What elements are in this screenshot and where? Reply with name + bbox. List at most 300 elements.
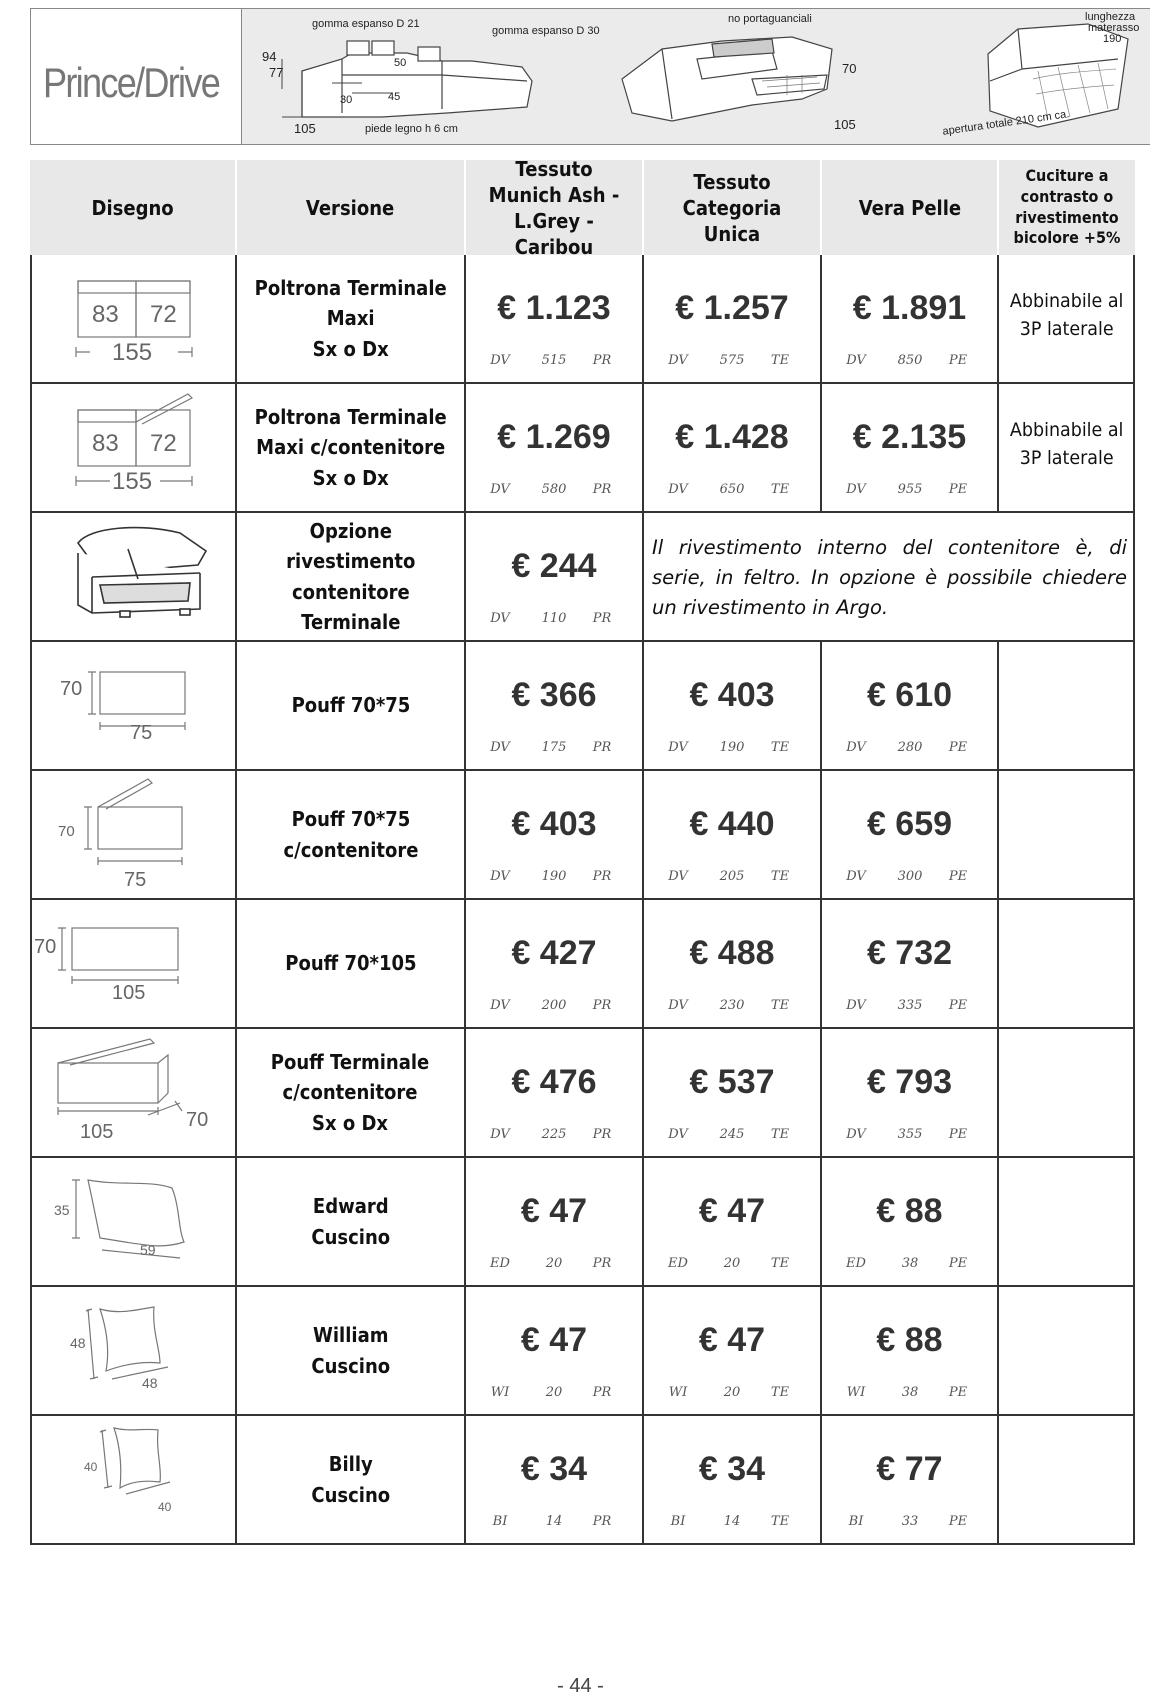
code-model: DV: [846, 740, 866, 755]
column-divider: [997, 1029, 999, 1158]
column-divider: [997, 1158, 999, 1287]
brand-box: [31, 9, 242, 144]
price-codes: [466, 740, 642, 758]
drawing-cell: [30, 1416, 235, 1543]
code-category: PR: [592, 353, 612, 368]
version-label: Pouff 70*75 c/contenitore: [283, 807, 418, 862]
price-cell-leather: [822, 900, 997, 1027]
price-value: € 47: [698, 1192, 766, 1230]
version-cell: [237, 255, 464, 382]
dimension-label: 70: [60, 678, 83, 700]
column-divider: [820, 1287, 822, 1416]
version-label: Billy Cuscino: [311, 1452, 390, 1507]
label-mattress-length-2: materasso: [1088, 22, 1140, 34]
column-divider: [1133, 642, 1135, 771]
table-row: [30, 1158, 1135, 1287]
code-model: DV: [668, 998, 688, 1013]
column-divider: [997, 1287, 999, 1416]
price-codes: [822, 740, 997, 758]
price-codes: [822, 869, 997, 887]
column-divider: [1133, 1158, 1135, 1287]
product-drawing: [30, 1029, 235, 1156]
code-number: 33: [901, 1514, 919, 1529]
dimension-label: 105: [80, 1121, 114, 1143]
column-divider: [642, 255, 644, 384]
version-cell: [237, 642, 464, 769]
price-cell-unica: [644, 1416, 820, 1543]
price-value: € 427: [511, 934, 597, 972]
price-value: € 1.428: [675, 418, 789, 456]
code-category: PR: [592, 1127, 612, 1142]
code-number: 245: [719, 1127, 745, 1142]
column-divider: [997, 1416, 999, 1545]
column-divider: [642, 642, 644, 771]
code-category: TE: [770, 1514, 790, 1529]
code-number: 200: [541, 998, 567, 1013]
column-divider: [820, 1158, 822, 1287]
product-drawing: [30, 771, 235, 898]
note-text: Abbinabile al 3P laterale: [1010, 419, 1124, 469]
dimension-label: 83: [92, 301, 119, 328]
column-divider: [1133, 1029, 1135, 1158]
price-cell-munich: [466, 771, 642, 898]
code-model: DV: [668, 869, 688, 884]
price-value: € 537: [689, 1063, 775, 1101]
column-divider: [464, 900, 466, 1029]
code-model: ED: [490, 1256, 510, 1271]
version-cell: [237, 1287, 464, 1414]
price-codes: [644, 1256, 820, 1274]
price-value: € 2.135: [852, 418, 967, 456]
label-foam-d30: gomma espanso D 30: [492, 25, 600, 37]
price-value: € 34: [520, 1450, 588, 1488]
column-divider: [642, 1287, 644, 1416]
table-row: [30, 513, 1135, 642]
dimension-label: 105: [112, 982, 146, 1004]
dimension-label: 40: [84, 1460, 98, 1474]
lining-note-text: Il rivestimento interno del contenitore è, di serie, in feltro. In opzione è possibile chiedere un rivestimento in Argo.: [652, 536, 1127, 620]
code-model: DV: [490, 611, 510, 626]
code-model: DV: [490, 1127, 510, 1142]
dimension-label: 75: [124, 869, 147, 891]
header-banner: [30, 8, 1150, 145]
column-divider: [997, 384, 999, 513]
code-number: 300: [897, 869, 923, 884]
column-divider: [464, 642, 466, 771]
code-number: 355: [897, 1127, 923, 1142]
price-codes: [466, 869, 642, 887]
column-divider: [820, 1416, 822, 1545]
price-codes: [644, 740, 820, 758]
product-drawing: [30, 900, 235, 1027]
price-value: € 1.891: [852, 289, 967, 327]
code-number: 205: [719, 869, 745, 884]
code-number: 190: [719, 740, 745, 755]
code-category: PR: [592, 1256, 612, 1271]
column-divider: [642, 513, 644, 642]
label-feet: piede legno h 6 cm: [365, 123, 458, 135]
drawing-cell: [30, 900, 235, 1027]
note-text: Abbinabile al 3P laterale: [1010, 290, 1124, 340]
code-model: DV: [490, 740, 510, 755]
dimension-label: 155: [112, 339, 153, 366]
price-codes: [644, 998, 820, 1016]
column-divider: [464, 255, 466, 384]
column-divider: [820, 642, 822, 771]
code-model: DV: [668, 1127, 688, 1142]
version-cell: [237, 1029, 464, 1156]
column-divider: [1133, 513, 1135, 642]
code-model: DV: [846, 1127, 866, 1142]
sofa-corner-drawing: [602, 9, 862, 144]
drawing-cell: [30, 1287, 235, 1414]
code-number: 14: [545, 1514, 563, 1529]
code-category: PE: [948, 1127, 968, 1142]
column-divider: [30, 900, 32, 1029]
column-divider: [464, 1158, 466, 1287]
price-cell-leather: [822, 1158, 997, 1285]
label-dim-45: 45: [388, 91, 401, 103]
code-model: WI: [668, 1385, 688, 1400]
code-number: 20: [545, 1385, 563, 1400]
price-cell-unica: [644, 642, 820, 769]
column-divider: [235, 384, 237, 513]
code-number: 20: [723, 1256, 741, 1271]
column-divider: [464, 1287, 466, 1416]
price-cell-munich: [466, 900, 642, 1027]
table-row: [30, 1287, 1135, 1416]
code-category: PR: [592, 1385, 612, 1400]
column-divider: [235, 255, 237, 384]
code-model: DV: [490, 482, 510, 497]
version-label: Pouff 70*105: [284, 951, 417, 976]
code-category: PE: [948, 1256, 968, 1271]
column-divider: [235, 642, 237, 771]
price-value: € 476: [511, 1063, 597, 1101]
version-label: William Cuscino: [311, 1323, 390, 1378]
column-divider: [30, 1158, 32, 1287]
code-number: 335: [897, 998, 923, 1013]
code-category: PR: [592, 611, 612, 626]
price-cell-leather: [822, 255, 997, 382]
column-divider: [642, 1029, 644, 1158]
price-codes: [644, 869, 820, 887]
sofa-illustrations: [242, 9, 1150, 144]
code-category: PE: [948, 1514, 968, 1529]
code-category: PR: [592, 869, 612, 884]
dimension-label: 70: [186, 1109, 209, 1131]
column-divider: [997, 900, 999, 1029]
version-cell: [237, 900, 464, 1027]
column-divider: [1133, 384, 1135, 513]
column-divider: [642, 771, 644, 900]
code-model: ED: [846, 1256, 866, 1271]
code-model: DV: [846, 869, 866, 884]
price-cell-unica: [644, 1287, 820, 1414]
dimension-label: 75: [130, 722, 153, 744]
column-divider: [235, 513, 237, 642]
code-model: BI: [670, 1514, 686, 1529]
price-cell-unica: [644, 1158, 820, 1285]
code-category: PR: [592, 998, 612, 1013]
price-codes: [822, 353, 997, 371]
dimension-label: 48: [142, 1375, 158, 1391]
code-category: TE: [770, 1127, 790, 1142]
column-divider: [30, 1416, 32, 1545]
code-model: DV: [846, 353, 866, 368]
drawing-cell: [30, 642, 235, 769]
version-cell: [237, 771, 464, 898]
price-codes: [466, 998, 642, 1016]
column-divider: [30, 771, 32, 900]
price-codes: [822, 482, 997, 500]
label-opening: apertura totale 210 cm ca.: [941, 108, 1071, 138]
price-cell-munich: [466, 1287, 642, 1414]
product-drawing: [30, 1287, 235, 1414]
price-value: € 403: [511, 805, 597, 843]
code-model: BI: [492, 1514, 508, 1529]
code-number: 580: [541, 482, 567, 497]
price-value: € 47: [520, 1192, 588, 1230]
column-divider: [464, 771, 466, 900]
price-value: € 659: [866, 805, 953, 843]
code-number: 38: [901, 1256, 919, 1271]
price-value: € 47: [520, 1321, 588, 1359]
code-category: TE: [770, 998, 790, 1013]
column-divider: [820, 900, 822, 1029]
price-cell-munich: [466, 1158, 642, 1285]
code-category: TE: [770, 353, 790, 368]
price-codes: [466, 611, 642, 629]
header-drawing: Disegno: [30, 160, 235, 255]
price-value: € 34: [698, 1450, 766, 1488]
column-divider: [642, 1158, 644, 1287]
label-dim-94: 94: [262, 49, 277, 64]
price-codes: [644, 353, 820, 371]
dimension-label: 72: [150, 430, 177, 457]
code-category: PE: [948, 1385, 968, 1400]
price-codes: [466, 1256, 642, 1274]
drawing-cell: [30, 384, 235, 511]
column-divider: [1133, 771, 1135, 900]
product-drawing: [30, 384, 235, 511]
version-label: Poltrona Terminale Maxi c/contenitore Sx o Dx: [254, 404, 447, 490]
price-value: € 488: [689, 934, 775, 972]
price-value: € 610: [866, 676, 953, 714]
code-number: 20: [545, 1256, 563, 1271]
price-cell-leather: [822, 384, 997, 511]
header-version: Versione: [237, 160, 464, 255]
column-divider: [235, 1287, 237, 1416]
code-number: 20: [723, 1385, 741, 1400]
code-model: DV: [668, 353, 688, 368]
drawing-cell: [30, 513, 235, 640]
label-dim-105-mid: 105: [834, 117, 856, 132]
price-cell-leather: [822, 1287, 997, 1414]
column-divider: [30, 1287, 32, 1416]
dimension-label: 70: [58, 823, 75, 840]
code-category: TE: [770, 1256, 790, 1271]
code-number: 14: [723, 1514, 741, 1529]
code-category: TE: [770, 1385, 790, 1400]
label-dim-70: 70: [842, 61, 857, 76]
dimension-label: 59: [140, 1242, 156, 1258]
column-divider: [235, 1416, 237, 1545]
price-codes: [466, 353, 642, 371]
column-divider: [1133, 255, 1135, 384]
price-cell-munich: [466, 1416, 642, 1543]
price-cell-unica: [644, 900, 820, 1027]
code-category: PE: [948, 740, 968, 755]
column-divider: [820, 255, 822, 384]
price-codes: [466, 1514, 642, 1532]
code-model: DV: [668, 740, 688, 755]
price-cell-leather: [822, 642, 997, 769]
label-mattress-length-3: 190: [1103, 33, 1122, 45]
dimension-label: 72: [150, 301, 177, 328]
price-value: € 244: [511, 547, 597, 585]
price-value: € 1.269: [497, 418, 611, 456]
price-codes: [822, 1127, 997, 1145]
price-codes: [822, 998, 997, 1016]
code-number: 515: [541, 353, 567, 368]
code-number: 225: [541, 1127, 567, 1142]
column-divider: [464, 1416, 466, 1545]
page-number: - 44 -: [557, 1675, 604, 1697]
code-number: 230: [719, 998, 745, 1013]
product-drawing: [30, 1158, 235, 1285]
table-row: [30, 384, 1135, 513]
column-divider: [30, 1029, 32, 1158]
label-foam-d21: gomma espanso D 21: [312, 18, 420, 30]
dimension-label: 35: [54, 1202, 70, 1218]
table-header: [30, 156, 1135, 259]
dimension-label: 155: [112, 468, 153, 495]
version-cell: [237, 1416, 464, 1543]
price-value: € 440: [689, 805, 775, 843]
lining-note: [644, 513, 1135, 640]
price-codes: [822, 1514, 997, 1532]
price-cell-leather: [822, 1029, 997, 1156]
code-category: PE: [948, 869, 968, 884]
header-contrast: Cuciture a contrasto o rivestimento bicolore +5%: [999, 160, 1135, 255]
code-number: 850: [897, 353, 923, 368]
drawing-cell: [30, 255, 235, 382]
column-divider: [235, 1029, 237, 1158]
column-divider: [1133, 1416, 1135, 1545]
price-value: € 88: [876, 1321, 943, 1359]
price-cell-munich: [466, 384, 642, 511]
column-divider: [464, 1029, 466, 1158]
table-row: [30, 1029, 1135, 1158]
column-divider: [235, 900, 237, 1029]
column-divider: [464, 513, 466, 642]
column-divider: [820, 1029, 822, 1158]
price-cell-leather: [822, 771, 997, 898]
price-cell-unica: [644, 771, 820, 898]
price-value: € 793: [866, 1063, 953, 1101]
price-value: € 403: [689, 676, 775, 714]
price-value: € 1.257: [675, 289, 789, 327]
price-value: € 732: [866, 934, 953, 972]
column-divider: [642, 384, 644, 513]
label-dim-50: 50: [394, 57, 407, 69]
table-row: [30, 255, 1135, 384]
code-number: 175: [541, 740, 567, 755]
price-value: € 366: [511, 676, 597, 714]
code-model: DV: [846, 998, 866, 1013]
column-divider: [1133, 900, 1135, 1029]
column-divider: [30, 255, 32, 384]
dimension-label: 40: [158, 1500, 172, 1514]
dimension-label: 70: [34, 936, 57, 958]
label-dim-105-left: 105: [294, 121, 316, 136]
code-model: BI: [848, 1514, 864, 1529]
code-category: TE: [770, 740, 790, 755]
price-cell-leather: [822, 1416, 997, 1543]
header-munich: Tessuto Munich Ash - L.Grey - Caribou: [466, 160, 642, 255]
price-codes: [644, 1514, 820, 1532]
table-row: [30, 1416, 1135, 1545]
column-divider: [820, 384, 822, 513]
code-number: 575: [719, 353, 745, 368]
price-value: € 88: [876, 1192, 943, 1230]
code-model: WI: [846, 1385, 866, 1400]
column-divider: [235, 1158, 237, 1287]
version-label: Edward Cuscino: [311, 1194, 390, 1249]
code-model: DV: [490, 998, 510, 1013]
code-category: PE: [948, 353, 968, 368]
dimension-label: 83: [92, 430, 119, 457]
version-label: Pouff Terminale c/contenitore Sx o Dx: [271, 1049, 430, 1135]
code-model: ED: [668, 1256, 688, 1271]
price-cell-munich: [466, 642, 642, 769]
column-divider: [235, 771, 237, 900]
version-cell: [237, 513, 464, 640]
price-codes: [644, 1385, 820, 1403]
version-cell: [237, 384, 464, 511]
code-number: 190: [541, 869, 567, 884]
brand-title: Prince/Drive: [43, 59, 220, 106]
code-number: 280: [897, 740, 923, 755]
label-dim-30: 30: [340, 94, 353, 106]
column-divider: [464, 384, 466, 513]
code-model: DV: [668, 482, 688, 497]
price-codes: [466, 482, 642, 500]
drawing-cell: [30, 1158, 235, 1285]
price-codes: [644, 1127, 820, 1145]
drawing-cell: [30, 1029, 235, 1156]
column-divider: [642, 1416, 644, 1545]
price-codes: [466, 1127, 642, 1145]
version-label: Pouff 70*75: [291, 693, 410, 718]
price-cell-unica: [644, 1029, 820, 1156]
column-divider: [30, 513, 32, 642]
version-label: Opzione rivestimento contenitore Terminale: [285, 518, 416, 634]
header-leather: Vera Pelle: [822, 160, 997, 255]
product-drawing: [30, 1416, 235, 1543]
code-model: WI: [490, 1385, 510, 1400]
code-category: TE: [770, 869, 790, 884]
code-number: 955: [897, 482, 923, 497]
table-row: [30, 642, 1135, 771]
column-divider: [1133, 1287, 1135, 1416]
price-codes: [822, 1385, 997, 1403]
price-value: € 77: [876, 1450, 943, 1488]
column-divider: [997, 642, 999, 771]
column-divider: [642, 900, 644, 1029]
drawing-cell: [30, 771, 235, 898]
